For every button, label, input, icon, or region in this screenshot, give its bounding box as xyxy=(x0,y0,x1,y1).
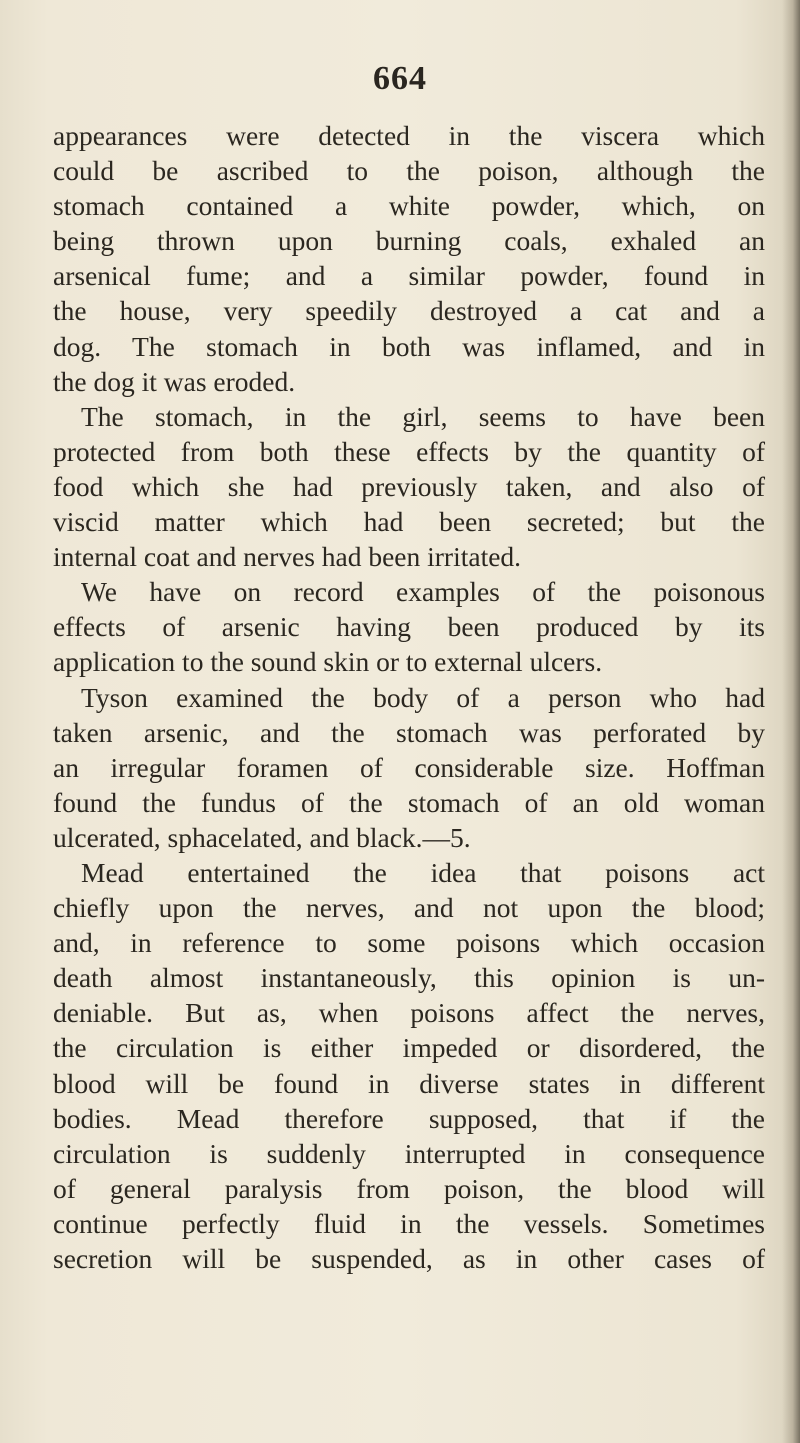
text-line: continue perfectly fluid in the vessels. Sometimes xyxy=(53,1207,765,1239)
text-line: deniable. But as, when poisons affect the nerves, xyxy=(53,997,765,1029)
text-line: the house, very speedily destroyed a cat and a xyxy=(53,295,765,327)
text-line: arsenical fume; and a similar powder, found in xyxy=(53,260,765,292)
page-number: 664 xyxy=(373,60,427,97)
text-line: found the fundus of the stomach of an old woman xyxy=(53,786,765,818)
text-line: appearances were detected in the viscera which xyxy=(53,120,765,151)
text-line: chiefly upon the nerves, and not upon the blood; xyxy=(53,892,765,924)
text-line: ulcerated, sphacelated, and black.—5. xyxy=(53,821,471,853)
text-line: the circulation is either impeded or disordered, the xyxy=(53,1032,765,1064)
text-line: protected from both these effects by the quantity of xyxy=(53,435,765,467)
text-line: of general paralysis from poison, the blood will xyxy=(53,1172,765,1204)
text-line: could be ascribed to the poison, although the xyxy=(53,155,765,187)
paragraph-start: Mead entertained the idea that poisons act xyxy=(81,856,765,888)
text-line: stomach contained a white powder, which, on xyxy=(53,190,765,222)
text-line: and, in reference to some poisons which occasion xyxy=(53,927,765,959)
text-line: an irregular foramen of considerable size. Hoffman xyxy=(53,751,765,783)
paragraph-start: We have on record examples of the poisonous xyxy=(81,576,765,608)
text-line: food which she had previously taken, and also of xyxy=(53,470,765,502)
body-text xyxy=(53,118,765,1276)
text-line: blood will be found in diverse states in different xyxy=(53,1067,765,1099)
text-line: application to the sound skin or to external ulcers. xyxy=(53,646,603,678)
text-line: effects of arsenic having been produced by its xyxy=(53,611,765,643)
paragraph-start: Tyson examined the body of a person who had xyxy=(81,681,765,713)
text-line: viscid matter which had been secreted; but the xyxy=(53,506,765,538)
text-line: the dog it was eroded. xyxy=(53,365,296,397)
text-line: being thrown upon burning coals, exhaled an xyxy=(53,225,765,257)
paragraph-start: The stomach, in the girl, seems to have been xyxy=(81,400,765,432)
text-line: death almost instantaneously, this opinion is un- xyxy=(53,962,765,994)
text-line: secretion will be suspended, as in other cases of xyxy=(53,1243,765,1274)
text-line: dog. The stomach in both was inflamed, and in xyxy=(53,330,765,362)
page-gutter-shadow xyxy=(782,0,800,1443)
text-line: circulation is suddenly interrupted in consequence xyxy=(53,1137,765,1169)
text-line: bodies. Mead therefore supposed, that if the xyxy=(53,1102,765,1134)
text-line: taken arsenic, and the stomach was perforated by xyxy=(53,716,765,748)
text-line: internal coat and nerves had been irritated. xyxy=(53,541,522,573)
